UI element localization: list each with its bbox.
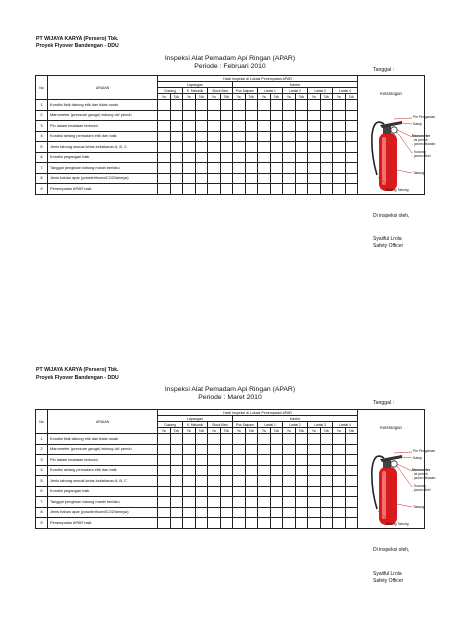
ya-header: Ya	[233, 94, 246, 100]
row-number: 9	[36, 518, 48, 529]
check-cell	[258, 444, 271, 455]
check-cell	[345, 507, 358, 518]
check-cell	[220, 455, 233, 466]
check-cell	[220, 444, 233, 455]
ya-header: Ya	[308, 428, 321, 434]
row-description: Kondisi selang pemadam etik dan baik	[48, 131, 158, 142]
check-cell	[270, 434, 283, 445]
check-cell	[195, 476, 208, 487]
check-cell	[208, 434, 221, 445]
ya-header: Ya	[183, 428, 196, 434]
check-cell	[320, 476, 333, 487]
ya-header: Ya	[183, 94, 196, 100]
tdk-header: Tdk	[220, 428, 233, 434]
check-cell	[183, 455, 196, 466]
check-cell	[308, 476, 321, 487]
check-cell	[333, 444, 346, 455]
row-number: 2	[36, 444, 48, 455]
label-katup: Katup	[413, 122, 422, 126]
col-keterangan: Keterangan	[358, 410, 425, 529]
date-label: Tanggal :	[373, 67, 395, 73]
ya-header: Ya	[308, 94, 321, 100]
check-cell	[258, 518, 271, 529]
row-description: Pin dalam keadaan terkunci	[48, 121, 158, 132]
check-cell	[220, 476, 233, 487]
check-cell	[195, 444, 208, 455]
location-header: Lantai 1	[258, 422, 283, 428]
row-number: 1	[36, 100, 48, 111]
label-kosong: - Kosong - jarum dikiri	[412, 484, 431, 492]
label-selang: Selang Tabung	[386, 188, 409, 192]
col-no-header: No	[36, 410, 48, 434]
inspection-table	[35, 409, 425, 529]
check-cell	[283, 507, 296, 518]
row-description: Kondisi pegangan baik	[48, 486, 158, 497]
check-cell	[158, 434, 171, 445]
check-cell	[308, 518, 321, 529]
tdk-header: Tdk	[245, 94, 258, 100]
check-cell	[233, 455, 246, 466]
check-cell	[345, 476, 358, 487]
check-cell	[233, 476, 246, 487]
check-cell	[158, 486, 171, 497]
tdk-header: Tdk	[270, 94, 283, 100]
row-number: 1	[36, 434, 48, 445]
tdk-header: Tdk	[220, 94, 233, 100]
check-cell	[245, 444, 258, 455]
row-description: Jenis bahan apar (powder/foam/CO2/lainnya)	[48, 507, 158, 518]
label-katup: Katup	[413, 456, 422, 460]
check-cell	[295, 434, 308, 445]
check-cell	[258, 486, 271, 497]
row-description: Tanggal pengisian tabung masih berlaku	[48, 497, 158, 508]
label-manometer: Manometer	[412, 134, 431, 138]
location-header: Lantai 2	[283, 422, 308, 428]
check-cell	[295, 507, 308, 518]
tdk-header: Tdk	[170, 94, 183, 100]
ya-header: Ya	[158, 94, 171, 100]
label-tabung: Tabung	[413, 171, 425, 175]
project-name: Proyek Flyover Bandengan - DDU	[36, 375, 119, 381]
check-cell	[208, 476, 221, 487]
check-cell	[245, 507, 258, 518]
location-header: Lantai 2	[283, 88, 308, 94]
row-description: Manometer (pressure gauge) tabung ok/ penuh	[48, 444, 158, 455]
check-cell	[170, 507, 183, 518]
check-cell	[270, 507, 283, 518]
check-cell	[308, 486, 321, 497]
check-cell	[158, 455, 171, 466]
label-pin: Pin Pengaman	[413, 115, 436, 119]
inspector-name: Syaiiful Lrola	[373, 236, 402, 242]
check-cell	[308, 444, 321, 455]
check-cell	[158, 507, 171, 518]
check-cell	[170, 497, 183, 508]
check-cell	[320, 507, 333, 518]
check-cell	[170, 476, 183, 487]
check-cell	[283, 486, 296, 497]
row-number: 3	[36, 121, 48, 132]
check-cell	[245, 518, 258, 529]
check-cell	[220, 465, 233, 476]
check-cell	[258, 455, 271, 466]
check-cell	[308, 465, 321, 476]
tdk-header: Tdk	[295, 428, 308, 434]
row-description: Pin dalam keadaan terkunci	[48, 455, 158, 466]
row-number: 6	[36, 486, 48, 497]
row-number: 8	[36, 173, 48, 184]
row-description: Tanggal pengisian tabung masih berlaku	[48, 163, 158, 174]
tdk-header: Tdk	[345, 94, 358, 100]
check-cell	[270, 465, 283, 476]
check-cell	[245, 455, 258, 466]
fire-extinguisher-illustration	[368, 449, 440, 536]
check-cell	[283, 444, 296, 455]
ya-header: Ya	[258, 94, 271, 100]
check-cell	[245, 476, 258, 487]
check-cell	[333, 465, 346, 476]
check-cell	[233, 497, 246, 508]
check-cell	[233, 444, 246, 455]
ya-header: Ya	[333, 94, 346, 100]
check-cell	[183, 476, 196, 487]
check-cell	[195, 486, 208, 497]
row-number: 5	[36, 476, 48, 487]
form-period: Periode : Februari 2010	[194, 63, 266, 70]
label-pin: Pin Pengaman	[413, 449, 436, 453]
date-label: Tanggal :	[373, 400, 395, 406]
label-manometer: Manometer	[412, 468, 431, 472]
location-header: Stock Besi	[208, 88, 233, 94]
check-cell	[220, 434, 233, 445]
check-cell	[345, 434, 358, 445]
inspected-by-label: Di inspeksi oleh,	[373, 547, 410, 553]
check-cell	[345, 518, 358, 529]
tdk-header: Tdk	[295, 94, 308, 100]
check-cell	[283, 465, 296, 476]
form-title: Inspeksi Alat Pemadam Api Ringan (APAR)	[164, 386, 296, 393]
row-number: 4	[36, 465, 48, 476]
ya-header: Ya	[208, 94, 221, 100]
check-cell	[258, 476, 271, 487]
check-cell	[183, 465, 196, 476]
col-no-header: No	[36, 76, 48, 100]
check-cell	[295, 486, 308, 497]
row-number: 7	[36, 163, 48, 174]
ya-header: Ya	[333, 428, 346, 434]
row-number: 5	[36, 142, 48, 153]
check-cell	[233, 465, 246, 476]
tdk-header: Tdk	[345, 428, 358, 434]
ya-header: Ya	[283, 94, 296, 100]
company-name: PT WIJAYA KARYA (Persero) Tbk.	[36, 367, 119, 373]
check-cell	[308, 507, 321, 518]
check-cell	[295, 444, 308, 455]
check-cell	[270, 486, 283, 497]
row-number: 8	[36, 507, 48, 518]
col-uraian-header: URAIAN	[48, 76, 158, 100]
row-description: Manometer (pressure gauge) tabung ok/ penuh	[48, 110, 158, 121]
check-cell	[183, 497, 196, 508]
project-name: Proyek Flyover Bandengan - DDU	[36, 43, 119, 49]
tdk-header: Tdk	[195, 428, 208, 434]
tdk-header: Tdk	[320, 94, 333, 100]
check-cell	[270, 497, 283, 508]
check-cell	[333, 507, 346, 518]
location-header: Lantai 1	[258, 88, 283, 94]
check-cell	[283, 497, 296, 508]
label-kosong: - Kosong - jarum dikiri	[412, 150, 431, 158]
check-cell	[345, 486, 358, 497]
check-cell	[245, 497, 258, 508]
check-cell	[320, 486, 333, 497]
location-header: Lantai 4	[333, 422, 358, 428]
check-cell	[158, 476, 171, 487]
row-description: Jenis tabung sesuai kelas kebakaran A, B, C	[48, 142, 158, 153]
check-cell	[220, 486, 233, 497]
check-cell	[258, 434, 271, 445]
check-cell	[283, 518, 296, 529]
check-cell	[295, 455, 308, 466]
check-cell	[170, 455, 183, 466]
check-cell	[295, 476, 308, 487]
row-number: 2	[36, 110, 48, 121]
check-cell	[295, 497, 308, 508]
check-cell	[233, 434, 246, 445]
check-cell	[158, 444, 171, 455]
check-cell	[333, 486, 346, 497]
location-header: Gudang	[158, 88, 183, 94]
inspector-role: Safety Officer	[373, 578, 404, 584]
location-header: Lantai 4	[333, 88, 358, 94]
tdk-header: Tdk	[270, 428, 283, 434]
check-cell	[170, 444, 183, 455]
check-cell	[308, 434, 321, 445]
kantor-header: Kantor	[233, 82, 358, 88]
row-description: Kondisi pegangan baik	[48, 152, 158, 163]
check-cell	[320, 497, 333, 508]
check-cell	[270, 476, 283, 487]
check-cell	[170, 486, 183, 497]
check-cell	[208, 486, 221, 497]
check-cell	[333, 497, 346, 508]
check-cell	[270, 444, 283, 455]
row-description: Jenis bahan apar (powder/foam/CO2/lainnya)	[48, 173, 158, 184]
tdk-header: Tdk	[320, 428, 333, 434]
check-cell	[320, 444, 333, 455]
inspected-by-label: Di inspeksi oleh,	[373, 213, 410, 219]
location-header: Lantai 3	[308, 88, 333, 94]
results-header: Hasil Inspeksi di Lokasi Penempatan APAR	[158, 410, 358, 416]
location-header: Pos Satpam	[233, 422, 258, 428]
lapangan-header: Lapangan	[158, 416, 233, 422]
check-cell	[270, 455, 283, 466]
check-cell	[208, 507, 221, 518]
row-number: 6	[36, 152, 48, 163]
check-cell	[295, 518, 308, 529]
check-cell	[233, 518, 246, 529]
check-cell	[183, 444, 196, 455]
tdk-header: Tdk	[170, 428, 183, 434]
row-description: Kondisi fisik tabung etik dan tidak rusak	[48, 100, 158, 111]
check-cell	[245, 434, 258, 445]
check-cell	[270, 518, 283, 529]
check-cell	[308, 497, 321, 508]
check-cell	[208, 518, 221, 529]
row-description: Jenis tabung sesuai kelas kebakaran A, B, C	[48, 476, 158, 487]
check-cell	[170, 434, 183, 445]
check-cell	[220, 518, 233, 529]
check-cell	[245, 465, 258, 476]
check-cell	[283, 476, 296, 487]
check-cell	[233, 507, 246, 518]
row-description: Kondisi selang pemadam etik dan baik	[48, 465, 158, 476]
check-cell	[195, 497, 208, 508]
row-description: Penempatan APAR baik	[48, 518, 158, 529]
check-cell	[345, 455, 358, 466]
check-cell	[195, 465, 208, 476]
ya-header: Ya	[283, 428, 296, 434]
location-header: Lantai 3	[308, 422, 333, 428]
label-tabung: Tabung	[413, 505, 425, 509]
check-cell	[208, 497, 221, 508]
check-cell	[183, 486, 196, 497]
check-cell	[283, 434, 296, 445]
check-cell	[158, 518, 171, 529]
check-cell	[283, 455, 296, 466]
check-cell	[320, 518, 333, 529]
lapangan-header: Lapangan	[158, 82, 233, 88]
check-cell	[158, 497, 171, 508]
check-cell	[183, 518, 196, 529]
check-cell	[320, 465, 333, 476]
check-cell	[295, 465, 308, 476]
ya-header: Ya	[233, 428, 246, 434]
row-number: 7	[36, 497, 48, 508]
check-cell	[333, 518, 346, 529]
check-cell	[195, 455, 208, 466]
check-cell	[345, 444, 358, 455]
inspector-role: Safety Officer	[373, 243, 404, 249]
check-cell	[195, 507, 208, 518]
check-cell	[333, 434, 346, 445]
check-cell	[258, 465, 271, 476]
check-cell	[183, 507, 196, 518]
check-cell	[333, 455, 346, 466]
check-cell	[258, 497, 271, 508]
check-cell	[345, 465, 358, 476]
check-cell	[308, 455, 321, 466]
ya-header: Ya	[158, 428, 171, 434]
ya-header: Ya	[208, 428, 221, 434]
form-period: Periode : Maret 2010	[198, 394, 262, 401]
row-description: Penempatan APAR baik	[48, 184, 158, 195]
check-cell	[170, 465, 183, 476]
check-cell	[258, 507, 271, 518]
location-header: Pos Satpam	[233, 88, 258, 94]
check-cell	[208, 465, 221, 476]
form-title: Inspeksi Alat Pemadam Api Ringan (APAR)	[164, 55, 296, 62]
check-cell	[333, 476, 346, 487]
check-cell	[320, 455, 333, 466]
check-cell	[195, 434, 208, 445]
check-cell	[233, 486, 246, 497]
kantor-header: Kantor	[233, 416, 358, 422]
location-header: Stock Besi	[208, 422, 233, 428]
row-description: Kondisi fisik tabung etik dan tidak rusak	[48, 434, 158, 445]
label-selang: Selang Tabung	[386, 522, 409, 526]
check-cell	[345, 497, 358, 508]
check-cell	[320, 434, 333, 445]
results-header: Hasil Inspeksi di Lokasi Penempatan APAR	[158, 76, 358, 82]
check-cell	[195, 518, 208, 529]
row-number: 3	[36, 455, 48, 466]
row-number: 9	[36, 184, 48, 195]
check-cell	[170, 518, 183, 529]
row-number: 4	[36, 131, 48, 142]
check-cell	[208, 444, 221, 455]
check-cell	[220, 507, 233, 518]
inspector-name: Syaiiful Lrola	[373, 571, 402, 577]
col-keterangan: Keterangan	[358, 76, 425, 195]
location-header: K. Mekanik	[183, 88, 208, 94]
company-name: PT WIJAYA KARYA (Persero) Tbk.	[36, 36, 119, 42]
ya-header: Ya	[258, 428, 271, 434]
label-manometer_note: - isi penuh - jarum dikanan	[412, 138, 436, 146]
check-cell	[158, 465, 171, 476]
tdk-header: Tdk	[245, 428, 258, 434]
check-cell	[208, 455, 221, 466]
col-uraian-header: URAIAN	[48, 410, 158, 434]
tdk-header: Tdk	[195, 94, 208, 100]
label-manometer_note: - isi penuh - jarum dikanan	[412, 472, 436, 480]
check-cell	[220, 497, 233, 508]
check-cell	[245, 486, 258, 497]
location-header: K. Mekanik	[183, 422, 208, 428]
location-header: Gudang	[158, 422, 183, 428]
check-cell	[183, 434, 196, 445]
